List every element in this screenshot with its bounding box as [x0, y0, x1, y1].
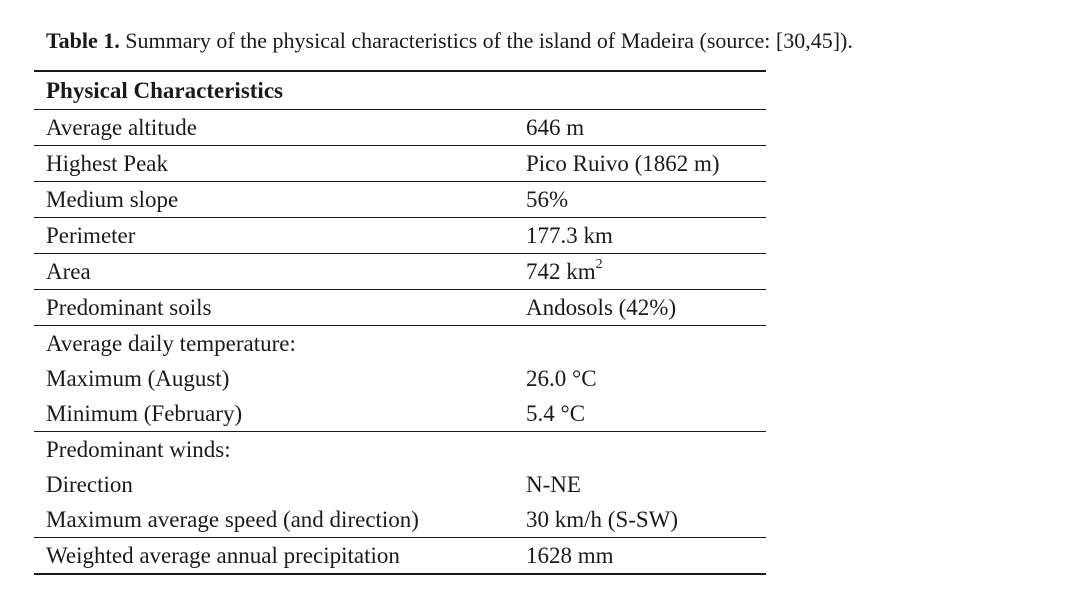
table-row [34, 218, 766, 254]
row-label: Predominant soils [34, 290, 514, 326]
row-value: 56% [514, 182, 766, 218]
row-label: Minimum (February) [34, 396, 514, 432]
row-label: Perimeter [34, 218, 514, 254]
table-header: Physical Characteristics [34, 71, 766, 110]
row-value: 5.4 °C [514, 396, 766, 432]
row-value: 177.3 km [514, 218, 766, 254]
row-label: Average altitude [34, 110, 514, 146]
area-superscript: 2 [595, 256, 603, 272]
row-label: Direction [46, 471, 133, 497]
row-value: N-NE [526, 471, 581, 497]
table-row [34, 396, 766, 432]
table-row [34, 326, 766, 362]
row-label: Maximum (August) [46, 365, 230, 391]
table-caption-text: Summary of the physical characteristics of the island of Madeira (source: [30,45]). [119, 28, 853, 53]
row-value: 26.0 °C [526, 365, 597, 391]
row-value [514, 432, 766, 468]
row-label: Weighted average annual precipitation [46, 542, 400, 568]
table-row [34, 502, 766, 538]
area-value: 742 km [526, 258, 596, 284]
table-row [34, 110, 766, 146]
row-label: Maximum average speed (and direction) [34, 502, 514, 538]
row-label: Average daily temperature: [46, 330, 296, 356]
row-value: Pico Ruivo (1862 m) [514, 146, 766, 182]
table-row [34, 467, 766, 502]
row-value: 1628 mm [526, 542, 614, 568]
table-row [34, 290, 766, 326]
row-value [514, 326, 766, 362]
row-value: 30 km/h (S-SW) [514, 502, 766, 538]
row-label: Highest Peak [34, 146, 514, 182]
table-row [34, 538, 766, 575]
table-caption [46, 26, 853, 56]
row-value: 646 m [514, 110, 766, 146]
table-row [34, 146, 766, 182]
table-caption-label: Table 1. [46, 28, 120, 53]
row-label: Medium slope [34, 182, 514, 218]
table-row [34, 432, 766, 468]
physical-characteristics-table [34, 70, 766, 575]
table-header-row [34, 71, 766, 110]
row-value: Andosols (42%) [514, 290, 766, 326]
table-row [34, 254, 766, 290]
table-row [34, 361, 766, 396]
row-value-area [514, 254, 766, 290]
table-row [34, 182, 766, 218]
row-label: Area [34, 254, 514, 290]
row-label: Predominant winds: [46, 436, 231, 462]
